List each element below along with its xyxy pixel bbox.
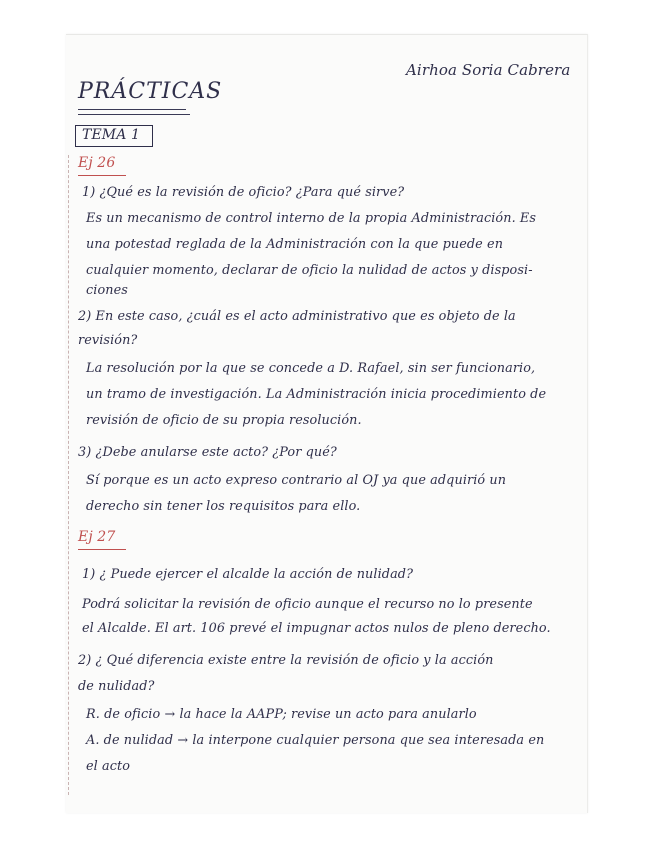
tema-label: TEMA 1: [82, 127, 140, 143]
question-line: 2) ¿ Qué diferencia existe entre la revisión de oficio y la acción: [78, 653, 494, 668]
answer-line: una potestad reglada de la Administración con la que puede en: [86, 237, 504, 252]
question-line: 3) ¿Debe anularse este acto? ¿Por qué?: [78, 445, 337, 460]
tema-box: [75, 125, 153, 147]
answer-line: cualquier momento, declarar de oficio la nulidad de actos y disposi-: [86, 263, 533, 278]
question-line: 1) ¿Qué es la revisión de oficio? ¿Para qué sirve?: [82, 185, 405, 200]
answer-line: Es un mecanismo de control interno de la propia Administración. Es: [86, 211, 537, 226]
exercise-underline-26: [78, 175, 126, 176]
exercise-underline-27: [78, 549, 126, 550]
answer-line: revisión de oficio de su propia resolución.: [86, 413, 362, 428]
answer-line: derecho sin tener los requisitos para ello.: [86, 499, 361, 514]
answer-line: A. de nulidad → la interpone cualquier persona que sea interesada en: [86, 733, 545, 748]
answer-line: ciones: [86, 283, 128, 298]
answer-line: Podrá solicitar la revisión de oficio aunque el recurso no lo presente: [82, 597, 533, 612]
margin-line: [68, 155, 69, 795]
question-line: 1) ¿ Puede ejercer el alcalde la acción de nulidad?: [82, 567, 414, 582]
answer-line: un tramo de investigación. La Administración inicia procedimiento de: [86, 387, 547, 402]
answer-line: La resolución por la que se concede a D. Rafael, sin ser funcionario,: [86, 361, 536, 376]
answer-line: R. de oficio → la hace la AAPP; revise un acto para anularlo: [86, 707, 477, 722]
question-line: de nulidad?: [78, 679, 155, 694]
exercise-heading-27: Ej 27: [78, 529, 116, 545]
answer-line: Sí porque es un acto expreso contrario al OJ ya que adquirió un: [86, 473, 507, 488]
page-title: PRÁCTICAS: [78, 79, 223, 104]
question-line: revisión?: [78, 333, 138, 348]
title-underline-second: [78, 114, 190, 115]
question-line: 2) En este caso, ¿cuál es el acto administrativo que es objeto de la: [78, 309, 516, 324]
notebook-page: [66, 34, 588, 813]
answer-line: el Alcalde. El art. 106 prevé el impugnar actos nulos de pleno derecho.: [82, 621, 551, 636]
answer-line: el acto: [86, 759, 131, 774]
author-name: Airhoa Soria Cabrera: [406, 61, 571, 79]
exercise-heading-26: Ej 26: [78, 155, 116, 171]
title-underline: [78, 109, 186, 110]
